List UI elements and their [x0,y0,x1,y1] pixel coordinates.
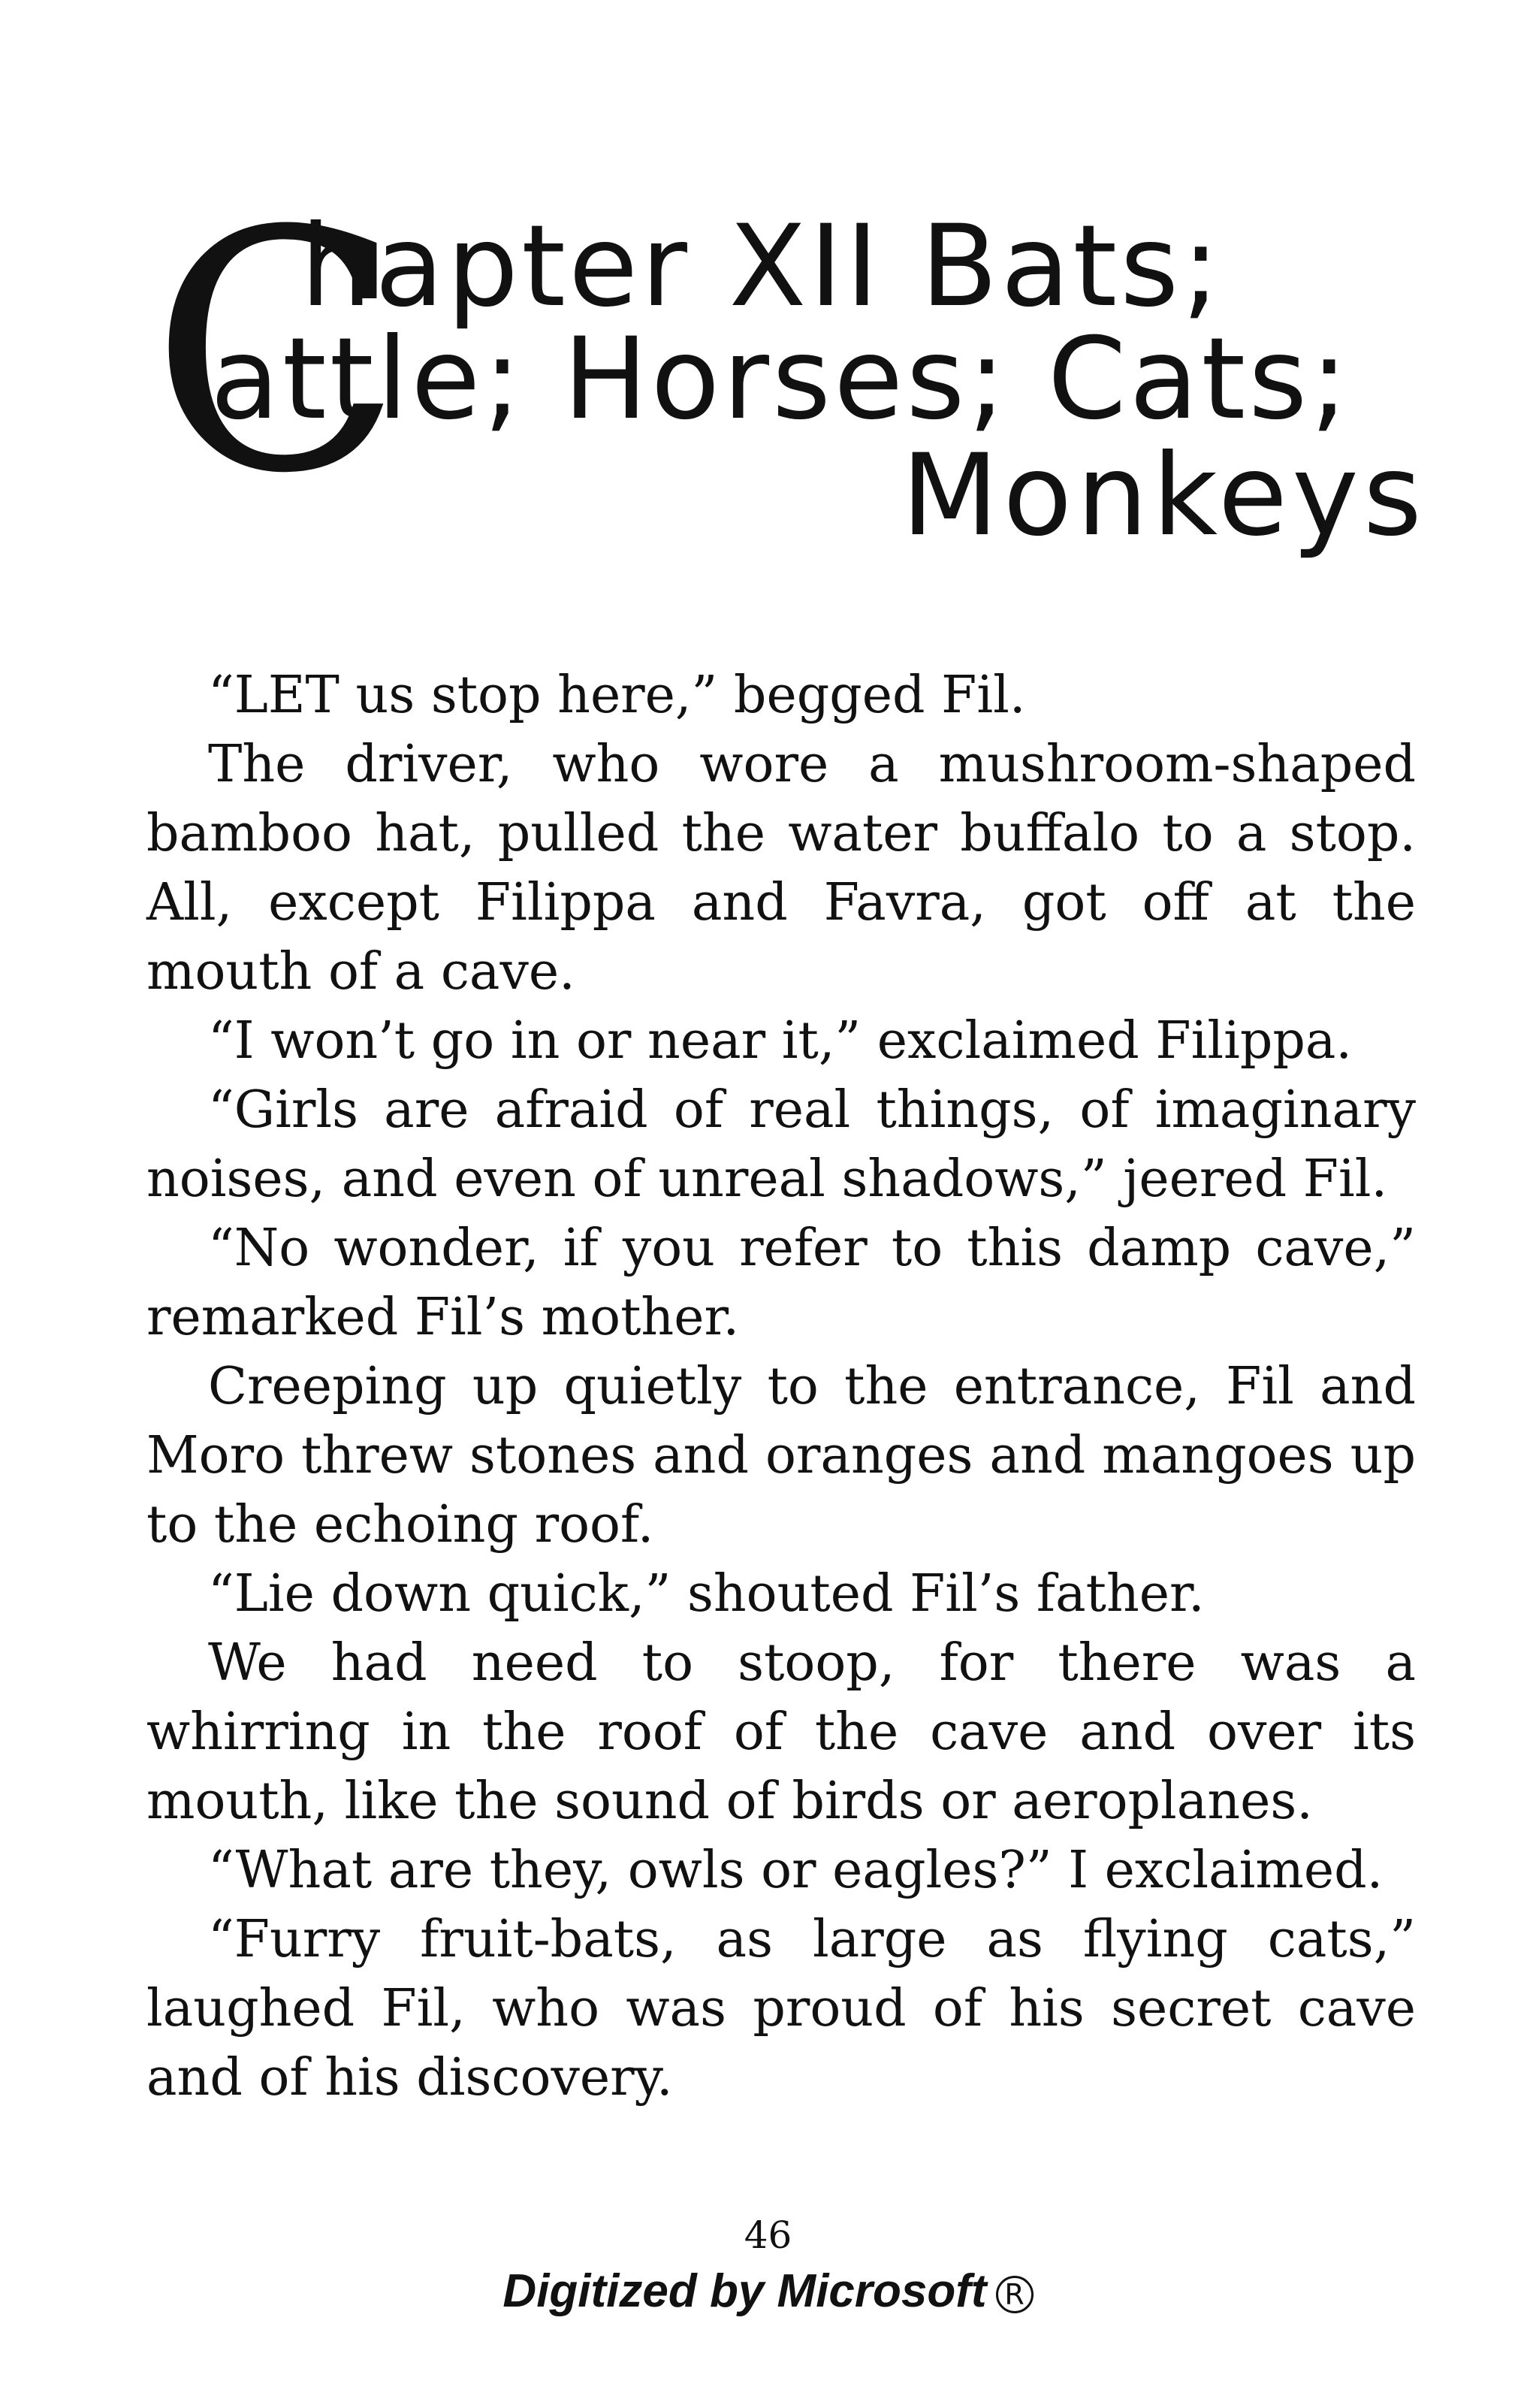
page-number: 46 [744,2213,792,2257]
paragraph: “Furry fruit-bats, as large as flying cats,” laughed Fil, who was proud of his secret cave and of his discovery. [146,1910,1416,2107]
paragraph: Creeping up quietly to the entrance, Fil and Moro threw stones and oranges and mangoes up to the echoing roof. [146,1357,1416,1554]
chapter-heading-line-3: Monkeys [901,431,1426,561]
paragraph: “Girls are afraid of real things, of imaginary noises, and even of unreal shadows,” jeered Fil. [146,1080,1416,1209]
paragraph: “I won’t go in or near it,” exclaimed Filippa. [208,1011,1353,1071]
paragraph: “Lie down quick,” shouted Fil’s father. [208,1564,1205,1624]
paragraph: “No wonder, if you refer to this damp cave,” remarked Fil’s mother. [146,1219,1416,1347]
chapter-drop-letter: C [150,161,403,545]
paragraph: We had need to stoop, for there was a whirring in the roof of the cave and over its mouth, like the sound of birds or aeroplanes. [146,1633,1416,1831]
registered-mark-icon: R [996,2276,1034,2313]
chapter-heading-line-2: attle; Horses; Cats; [210,314,1351,445]
chapter-body [146,661,1416,2113]
digitized-credit [0,2261,1536,2322]
chapter-heading-line-1: hapter XII Bats; [300,201,1223,332]
chapter-heading [150,161,1442,639]
paragraph: The driver, who wore a mushroom-shaped bamboo hat, pulled the water buffalo to a stop. All, except Filippa and Favra, got off at the mouth of a cave. [146,735,1416,1002]
paragraph: “What are they, owls or eagles?” I exclaimed. [208,1841,1384,1900]
digitized-text: Digitized by Microsoft [502,2265,987,2317]
paragraph: “LET us stop here,” begged Fil. [208,666,1026,725]
